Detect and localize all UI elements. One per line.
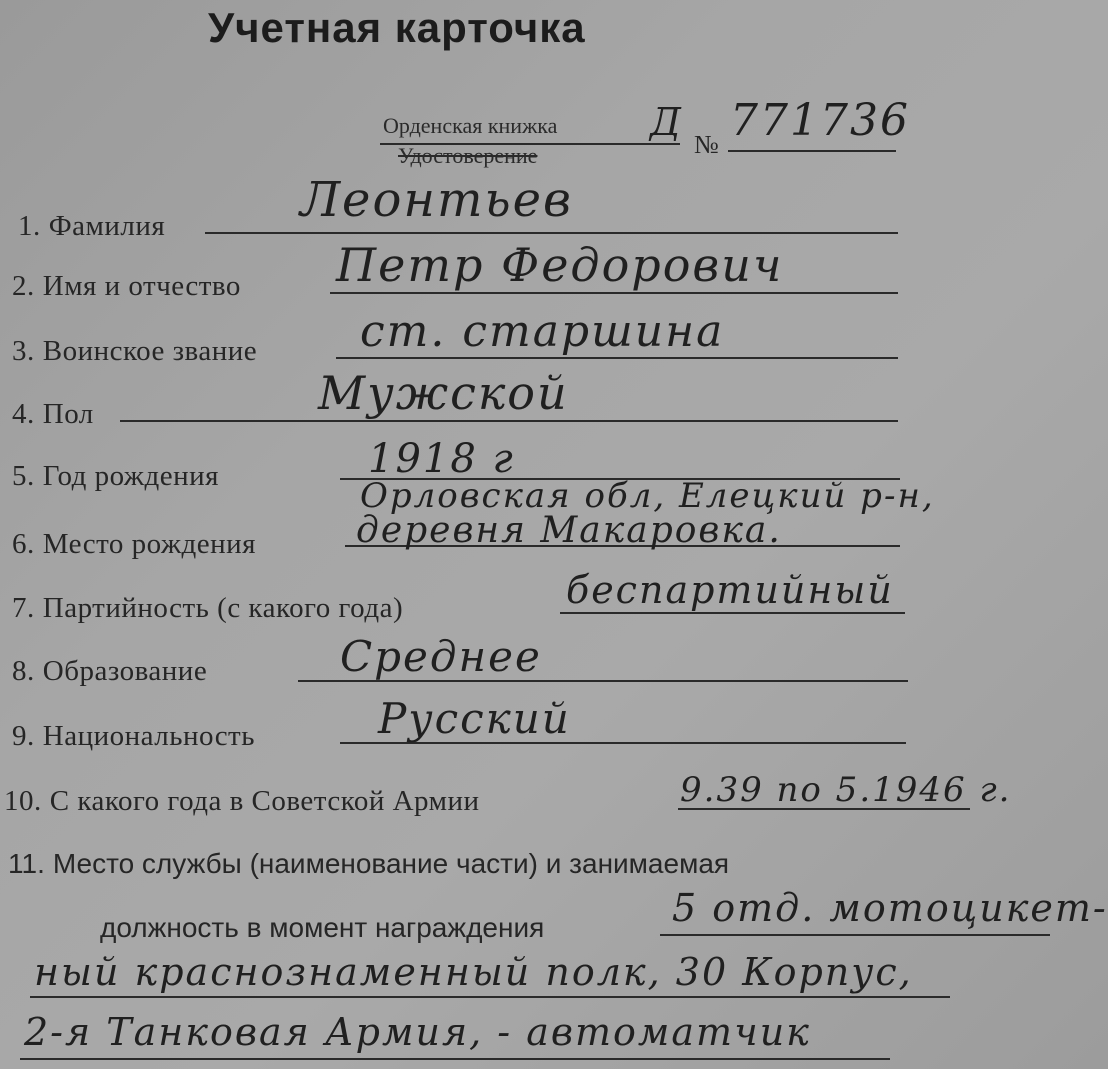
field-9-label: 9. Национальность — [12, 720, 255, 752]
field-5-label: 5. Год рождения — [12, 460, 219, 492]
number-sign: № — [694, 130, 720, 159]
field-4-value: Мужской — [318, 366, 569, 420]
field-8-label: 8. Образование — [12, 655, 208, 687]
field-7-line — [560, 612, 905, 614]
field-11-value-line2: ный краснознаменный полк, 30 Корпус, — [34, 950, 913, 994]
order-book-number: 771736 — [730, 95, 910, 146]
order-book-series: Д — [650, 100, 683, 144]
field-10-value: 9.39 по 5.1946 г. — [680, 770, 1012, 810]
field-11-line3 — [20, 1058, 890, 1060]
field-1-number: 1. — [18, 210, 41, 242]
field-11-label-line2: должность в момент награждения — [100, 912, 545, 943]
field-1-value: Леонтьев — [300, 172, 573, 228]
field-5-value: 1918 г — [368, 436, 515, 482]
field-8-value: Среднее — [340, 632, 542, 681]
field-4-label: 4. Пол — [12, 398, 94, 430]
field-11-value-line1: 5 отд. мотоцикет- — [672, 886, 1108, 930]
field-4-line — [120, 420, 898, 422]
field-11-line2 — [30, 996, 950, 998]
field-11-line1 — [660, 934, 1050, 936]
field-9-value: Русский — [378, 694, 571, 743]
number-underline — [728, 150, 896, 152]
order-book-underline — [380, 143, 680, 145]
card-title: Учетная карточка — [208, 4, 586, 51]
field-2-label: 2. Имя и отчество — [12, 270, 241, 302]
struck-certificate-label: Удостоверение — [398, 143, 538, 168]
field-11-label-line1: 11. Место службы (наименование части) и занимаемая — [8, 848, 730, 879]
field-2-line — [330, 292, 898, 294]
field-1-label: 1. Фамилия — [18, 210, 166, 242]
field-1-line — [205, 232, 898, 234]
field-3-line — [336, 357, 898, 359]
field-3-value: ст. старшина — [360, 306, 725, 357]
field-6-value-line2: деревня Макаровка. — [356, 510, 782, 551]
field-7-value: беспартийный — [566, 568, 894, 612]
field-7-label: 7. Партийность (с какого года) — [12, 592, 404, 624]
field-6-label: 6. Место рождения — [12, 528, 256, 560]
field-10-label: 10. С какого года в Советской Армии — [4, 785, 480, 817]
field-3-label: 3. Воинское звание — [12, 335, 258, 367]
field-11-value-line3: 2-я Танковая Армия, - автоматчик — [24, 1010, 811, 1054]
field-6-value-line1: Орловская обл, Елецкий р-н, — [360, 476, 935, 516]
field-2-value: Петр Федорович — [336, 238, 784, 292]
order-book-label: Орденская книжка — [383, 113, 558, 138]
